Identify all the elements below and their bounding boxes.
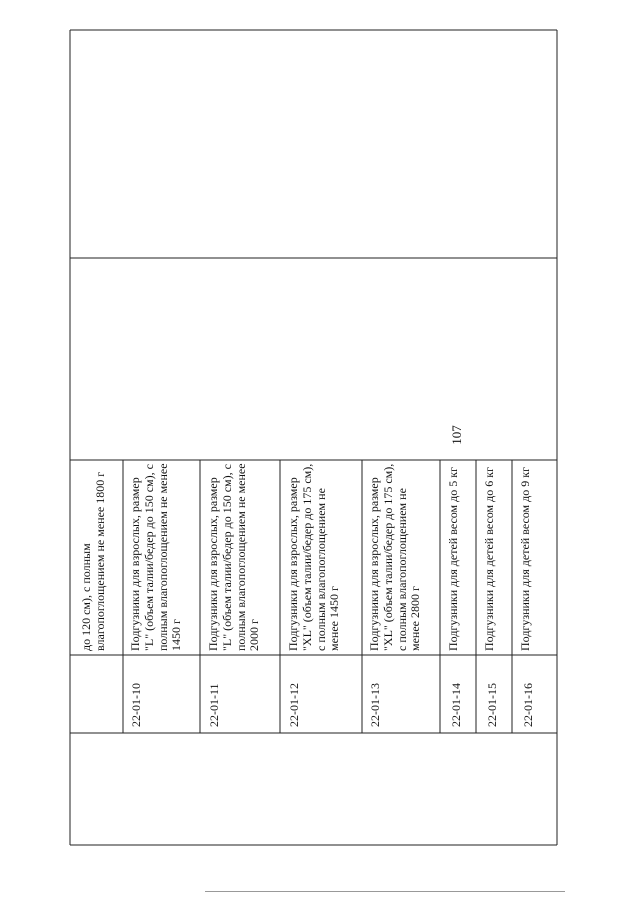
table-row-4-code: 22-01-13 xyxy=(368,683,382,727)
table-row-6-name: Подгузники для детей весом до 6 кг xyxy=(482,467,496,651)
table-row-5-name: Подгузники для детей весом до 5 кг xyxy=(446,467,460,651)
table-row-1-name: Подгузники для взрослых, размер "L" (объем талии/бедер до 150 см), с полным влагопоглощением не менее 1450 г xyxy=(128,463,184,651)
table-row-4-name: Подгузники для взрослых, размер "XL" (объем талии/бедер до 175 см), с полным влагопоглощением не менее 2800 г xyxy=(367,463,423,651)
table-row-6-code: 22-01-15 xyxy=(485,683,499,727)
table-row-7-code: 22-01-16 xyxy=(521,683,535,727)
table-row-5-code: 22-01-14 xyxy=(449,683,463,727)
page-bottom-edge xyxy=(205,891,565,892)
table-row-2-name: Подгузники для взрослых, размер "L" (объем талии/бедер до 150 см), с полным влагопоглощением не менее 2000 г xyxy=(206,463,262,651)
table-row-2-code: 22-01-11 xyxy=(207,683,221,727)
table-row-7-name: Подгузники для детей весом до 9 кг xyxy=(518,467,532,651)
page-number-label: 107 xyxy=(449,425,464,445)
table-row-0-name: до 120 см), с полным влагопоглощением не менее 1800 г xyxy=(79,471,107,651)
table-row-3-code: 22-01-12 xyxy=(287,683,301,727)
table-row-3-name: Подгузники для взрослых, размер "XL" (объем талии/бедер до 175 см), с полным влагопоглощением не менее 1450 г xyxy=(286,463,342,651)
table-row-1-code: 22-01-10 xyxy=(129,683,143,727)
